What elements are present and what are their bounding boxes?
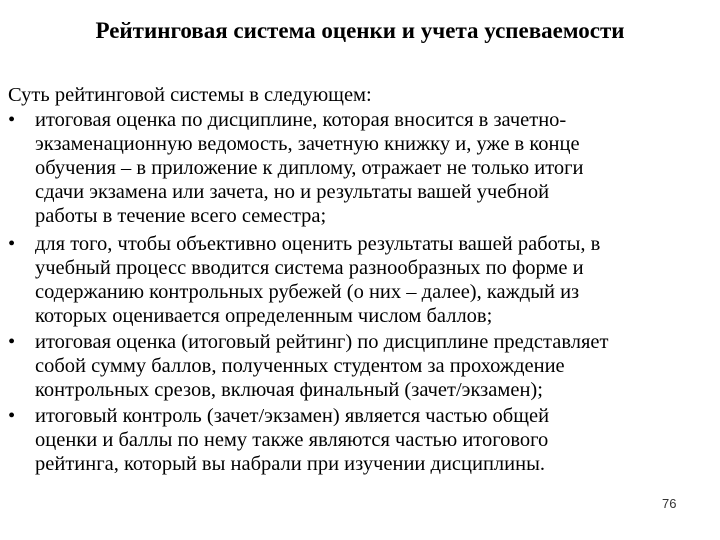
list-item-line: рейтинга, который вы набрали при изучении дисциплины. bbox=[35, 453, 545, 475]
list-item-line: собой сумму баллов, полученных студентом за прохождение bbox=[35, 355, 565, 377]
list-item-line: работы в течение всего семестра; bbox=[35, 205, 327, 227]
list-item-line: итоговый контроль (зачет/экзамен) является частью общей bbox=[35, 405, 550, 427]
list-item-line: которых оценивается определенным числом баллов; bbox=[35, 305, 493, 327]
page-number: 76 bbox=[662, 496, 677, 511]
list-item bbox=[35, 108, 584, 228]
list-item-line: сдачи экзамена или зачета, но и результаты вашей учебной bbox=[35, 181, 550, 203]
intro-text: Суть рейтинговой системы в следующем: bbox=[8, 84, 372, 106]
list-item bbox=[35, 330, 608, 402]
list-item-line: итоговая оценка (итоговый рейтинг) по дисциплине представляет bbox=[35, 331, 609, 353]
list-item-line: итоговая оценка по дисциплине, которая вносится в зачетно- bbox=[35, 109, 567, 131]
list-item bbox=[35, 404, 549, 476]
list-item-line: учебный процесс вводится система разнообразных по форме и bbox=[35, 257, 584, 279]
list-item-line: контрольных срезов, включая финальный (зачет/экзамен); bbox=[35, 379, 543, 401]
list-item-line: экзаменационную ведомость, зачетную книжку и, уже в конце bbox=[35, 133, 580, 155]
list-item-line: для того, чтобы объективно оценить результаты вашей работы, в bbox=[35, 233, 601, 255]
bullet-icon: • bbox=[8, 331, 16, 353]
bullet-icon: • bbox=[8, 109, 16, 131]
bullet-icon: • bbox=[8, 405, 16, 427]
list-item bbox=[35, 232, 600, 328]
slide-title: Рейтинговая система оценки и учета успеваемости bbox=[95, 18, 625, 43]
list-item-line: оценки и баллы по нему также являются частью итогового bbox=[35, 429, 549, 451]
list-item-line: содержанию контрольных рубежей (о них – далее), каждый из bbox=[35, 281, 580, 303]
list-item-line: обучения – в приложение к диплому, отражает не только итоги bbox=[35, 157, 584, 179]
bullet-icon: • bbox=[8, 233, 16, 255]
